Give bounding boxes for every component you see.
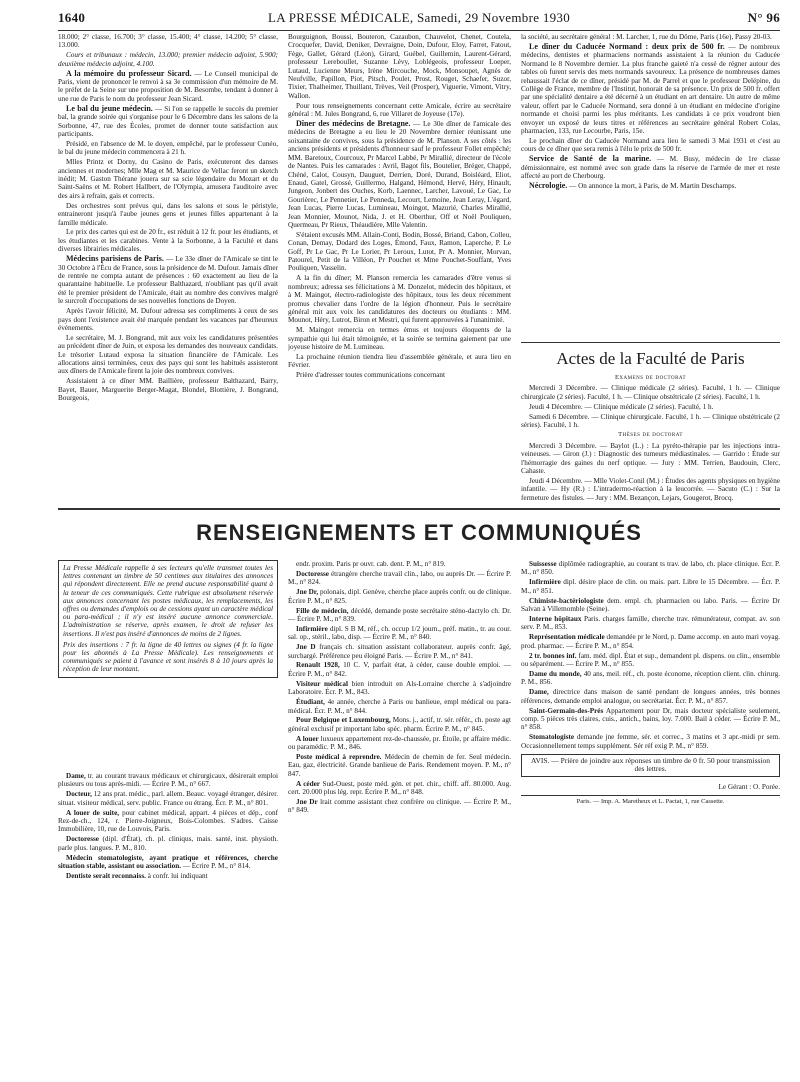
ad-item bbox=[288, 798, 511, 815]
ad-lead: Jne Dr, bbox=[296, 588, 319, 597]
ad-item bbox=[288, 716, 511, 733]
ads-column-1 bbox=[58, 772, 278, 1072]
ad-item bbox=[521, 597, 780, 614]
page-number: 1640 bbox=[58, 10, 86, 25]
column-1 bbox=[58, 33, 278, 503]
ad-item bbox=[521, 560, 780, 577]
ad-text: Paris. charges famille, cherche trav. rémunérateur, compat. av. son serv. P. M., 853. bbox=[521, 614, 780, 632]
notice-box bbox=[58, 560, 278, 678]
ad-text: Mons. j., actif, tr. sér. référ., ch. poste agt général exclusif pr important labo spéc. pharm. Écrire P. M., n° 845. bbox=[288, 716, 511, 733]
ad-lead: Doctoresse bbox=[66, 835, 99, 844]
bal-text: — Si l'on se rappelle le succès du premier bal, la grande soirée qui s'organise pour le 6 Décembre dans les salons de la Sorbonne, 47, rue des Écoles, promet de donner toute satisfaction aux participants. bbox=[58, 104, 278, 138]
ad-text: Appartement pour Dr, mais docteur spécialiste seulement, comp. 5 pièces très claires, cuis., antich., bains, loy. 7.000. Bail à céder. — Écrire P. M., n° 858. bbox=[521, 706, 780, 732]
section-title: RENSEIGNEMENTS ET COMMUNIQUÉS bbox=[196, 520, 642, 545]
ad-lead: Infirmière bbox=[296, 624, 328, 633]
journal-title: LA PRESSE MÉDICALE, Samedi, 29 Novembre 1930 bbox=[267, 10, 571, 25]
sicard-heading: A la mémoire du professeur Sicard. bbox=[66, 68, 192, 78]
ad-text: 12 ans prat. médic., parl. allem. Beauc. voyagé étranger, désirer. situat. visiteur médical, serv. public. France ou étrang. Écr. P. M., n° 801. bbox=[58, 790, 278, 807]
ad-text: lrait comme assistant chez confrère ou clinique. — Écrire P. M., n° 849. bbox=[288, 798, 511, 815]
ad-lead: Étudiant, bbox=[296, 698, 325, 707]
society-text: la société, au secrétaire général : M. Larcher, 1, rue du Dôme, Paris (16e), Passy 20-03. bbox=[521, 33, 772, 41]
avis-box: AVIS. — Prière de joindre aux réponses un timbre de 0 fr. 50 pour transmission des lettres. bbox=[521, 754, 780, 777]
ad-text: (dipl. d'État), ch. pl. cliniqus, mais. santé, inst. physioth. parle plus. langues. P. M., 810. bbox=[58, 835, 278, 852]
ad-item bbox=[288, 607, 511, 624]
ad-text: luxueux appartement rez-de-chaussée, pr. Étoile, pr affaire médic. ou paramédic. P. M., 846. bbox=[288, 734, 511, 752]
ad-item bbox=[521, 733, 780, 750]
exam-line: Samedi 6 Décembre. — Clinique chirurgicale. Faculté, 1 h. — Clinique obstétricale (2 séries). Faculté, 1 h. bbox=[521, 412, 780, 430]
ad-lead: Jne D bbox=[296, 643, 316, 652]
header-rule bbox=[58, 30, 780, 31]
ad-item bbox=[288, 753, 511, 778]
ad-item bbox=[288, 661, 511, 678]
bretagne-paragraph: S'étaient excusés MM. Allain-Conti, Bodin, Bossé, Briand, Cabon, Colleu, Conan, Demay, Dodard des Loges, Émond, Faux, Ramon, Laperche, P. Le Goff, Pr Le Gac, Pr Le Lorier, Pr Leroux, Lutot, Pr A. Monnier, Morvan, Patourel, Petit de la Villéon, Pr Pouchet et Mme Pouchet-Souffant, Yves Pouliquen, Vasselin. bbox=[288, 230, 511, 273]
ad-lead: A céder bbox=[296, 779, 321, 788]
caducee-paragraph: Le prochain dîner du Caducée Normand aura lieu le samedi 3 Mai 1931 et c'est au cours de ce dîner que sera remis à l'élu le prix de 500 fr. bbox=[521, 136, 780, 154]
notice-text: La Presse Médicale rappelle à ses lecteurs qu'elle transmet toutes les lettres contenant un timbre de 50 centimes aux titulaires des annonces qui répondent directement. Elle ne prend aucune responsabilité quant à la teneur de ces communiqués. Cette rubrique est absolument réservée aux annonces concernant les postes médicaux, les remplacements, les offres ou demandes d'emplois ou de cessions ayant un caractère médical ou para-médical ; il n'y est inséré aucune annonce commerciale. L'administration se réserve, après examen, le droit de refuser les insertions. Il n'est pas inséré d'annonces de moins de 2 lignes. bbox=[63, 564, 273, 638]
ad-item bbox=[521, 615, 780, 632]
thesis-heading: Thèses de doctorat bbox=[618, 431, 683, 439]
ad-text: 40 ans, meil. réf., ch. poste économe, réception client. clin. chirurg. P. M., 856. bbox=[521, 669, 780, 687]
bretagne-text: — Le 30e dîner de l'amicale des médecins de Bretagne a eu lieu le 20 Novembre dernier réunissant une soixantaine de convives, sous la présidence de M. Planson. A ses côtés : les anciens présidents et présidents d'honneur sauf le professeur Follet empêché; MM. Baretoux, Courcoux, Pr Marcel Labbé, Pr Mirallié, directeur de l'école de Nantes. Puis les camarades : Avril, Bagot fils, Boutelier, Bréger, Chappé, Chéné, Calot, Cousyn, Dauguet, Derrien, Doré, Durand, Boisléard, Eliot, Enaud, Gatel, Grossé, Guillermo, Halgand, Hémond, Hervé, Héry, Hinault, Jungeon, Jonbert des Ouches, Korb, Laennec, Larcher, Lavoué, Le Gac, Le Gourièrec, Le Pennetier, Le Penneda, Lecourt, Lemoine, Jean Leray, L'égard, Jean Lucas, Pierre Lucas, Lumineau, Moingot, Mazurié, Charles Mirallié, Jean Monnier, Mounot, Nida, J. et H. Oberthur, Off et Noël Pouliquen, Quermeau, Pr Rieux, Théaudière, Mlle Valentin. bbox=[288, 120, 511, 229]
caducee-heading: Le dîner du Caducée Normand : deux prix de 500 fr. bbox=[529, 41, 725, 51]
column-3 bbox=[521, 33, 780, 338]
bretagne-paragraph: M. Maingot remercia en termes émus et toujours éloquents de la sympathie qui lui était témoignée, et la soirée se termina gaiement par une joyeuse histoire de M. Lumineau. bbox=[288, 326, 511, 352]
gerant-signature: Le Gérant : O. Porée. bbox=[718, 782, 780, 791]
ad-text: dem. empl. ch. pharmacien ou labo. Paris. — Écrire Dr Salvan à Villemomble (Seine). bbox=[521, 596, 780, 614]
ad-lead: Chimiste-bactériologiste bbox=[529, 596, 604, 605]
bal-heading: Le bal du jeune médecin. bbox=[66, 103, 153, 113]
marine-heading: Service de Santé de la marine. bbox=[529, 154, 652, 164]
ad-text: décédé, demande poste secrétaire sténo-dactylo ch. Dr. — Écrire P. M., n° 839. bbox=[288, 606, 511, 623]
ad-lead: Dame du monde, bbox=[529, 669, 582, 678]
exam-line: Mercredi 3 Décembre. — Clinique médicale (2 séries). Faculté, 1 h. — Clinique chirurgicale (2 séries). Faculté, 1 h. — Clinique obstétricale (2 séries). Faculté, 1 h. bbox=[521, 384, 780, 401]
paris-heading: Médecins parisiens de Paris. bbox=[66, 254, 164, 264]
ad-item bbox=[288, 735, 511, 752]
ad-text: tr. au courant travaux médicaux et chirurgicaux, désirerait emploi plusieurs ou tous après-midi. — Écrire P. M., n° 667. bbox=[58, 772, 278, 789]
section-rule bbox=[58, 508, 780, 510]
exam-line: Jeudi 4 Décembre. — Clinique médicale (2 séries). Faculté, 1 h. bbox=[529, 402, 714, 411]
ad-lead: Doctoresse bbox=[296, 569, 329, 578]
ad-text: demandée pr le Nord, p. Dame accomp. en auto mari voyag. prod. pharmac. — Écrire P. M., n° 854. bbox=[521, 633, 780, 650]
marine-text: — M. Busy, médecin de 1re classe démissionnaire, est nommé avec son grade dans la réserve de l'armée de mer et reste affecté au port de Cherbourg. bbox=[521, 155, 780, 180]
faculte-box bbox=[521, 342, 780, 507]
ad-item bbox=[288, 625, 511, 642]
names-paragraph: Pour tous renseignements concernant cette Amicale, écrire au secrétaire général : M. Jules Bongrand, 6, rue Villaret de Joyeuse (17e). bbox=[288, 101, 511, 119]
ad-text: 10 C. V, parfait état, à céder, cause double emploi. — Écrire P. M., n° 842. bbox=[288, 661, 511, 678]
ad-item bbox=[288, 560, 511, 568]
ad-item bbox=[521, 670, 780, 687]
ad-lead: A louer bbox=[296, 734, 319, 743]
ad-text: étrangère cherche travail clin., labo, ou auprès Dr. — Écrire P. M., n° 824. bbox=[288, 569, 511, 587]
ad-item bbox=[521, 707, 780, 732]
names-text: Bourguignon, Boussi, Bouteron, Cazaubon, Chauvelot, Chenet, Coutela, Crocquefer, David, Deniker, Devraigne, Doin, Dufour, Eloy, Farret, Fatout, Fège, Gallet, Gérard (Léon), Girard, Guébel, Guillemin, Laurent-Gérard, professeur Lereboullet, Suzanne Lévy, Loblégeois, professeur Loeper, Lutaud, Lucienne Meurs, Irène Mircouche, Mock, Monsoupet, Agnès de Neufville, Papillon, Piot, Pitsch, Poulet, Prost, Rouget, Schaefer, Suzor, Tixier, Thalheimer, Thuillant, Trèves, Veil (Prosper), Viguerie, Vimont, Vitry, Wallon. bbox=[288, 33, 511, 100]
bretagne-paragraph: A la fin du dîner; M. Planson remercia les camarades d'être venus si nombreux; adressa ses félicitations à M. Donzelot, médecin des hôpitaux, et à M. Maingot, électro-radiologiste des hôpitaux, tous les deux récemment promus chevalier dans l'ordre de la légion d'honneur. Puis le secrétaire général mit aux voix les candidatures des docteurs ou étudiants : MM. Mounot, Héry, Lutrot, Biron et Mestri, qui furent approuvées à l'unanimité. bbox=[288, 274, 511, 325]
ad-lead: Visiteur médical bbox=[296, 679, 348, 688]
caducee-text: — De nombreux médecins, dentistes et pharmaciens normands assistaient à la réunion du Caducée Normand le 8 Novembre dernier. La plus franche gaieté n'a cessé de régner autour des tables où furent servis des mets normands savoureux. La présence de nombreuses dames rehaussait l'éclat de ce dîner, présidé par M. de Parrel et que le professeur Delépine, du Collège de France, membre de l'Institut, honorait de sa présence. Un prix de 500 fr. offert par une spécialité dentaire a été décerné à un étudiant en art dentaire. Un autre de même valeur, offert par le Caducée Normand, sera donné à un étudiant en médecine d'origine normande et choisi parmi les plus méritants. Les candidats à ce prix voudront bien envoyer un exposé de leurs titres et références au secrétaire général Robert Colas, pharmacien, 133, rue Lecourbe, Paris, 15e. bbox=[521, 42, 780, 135]
ad-item bbox=[58, 772, 278, 789]
thesis-line: Jeudi 4 Décembre. — Mlle Violet-Conil (M.) : Études des agents physiques en hygiène infantile. — Hy (R.) : L'intradermo-réaction à la leucorrée. — Sacuto (C.) : Sur la fermeture des fistules. — Jury : MM. Bezançon, Lejars, Gougerot, Brocq. bbox=[521, 476, 780, 502]
ad-item bbox=[58, 790, 278, 807]
imprint-line: Paris. — Imp. A. Maretheux et L. Pactat, 1, rue Cassette. bbox=[521, 795, 780, 806]
ad-item bbox=[58, 854, 278, 871]
ad-text: 4e année, cherche à Paris ou banlieue, empl médical ou para-médical. Écr. P. M., n° 844. bbox=[288, 698, 511, 715]
ad-item bbox=[288, 643, 511, 660]
column-2 bbox=[288, 33, 511, 503]
necrology-text: — On annonce la mort, à Paris, de M. Martin Deschamps. bbox=[569, 181, 737, 190]
paris-text: — Le 33e dîner de l'Amicale se tint le 30 Octobre à l'Écu de France, sous la présidence de M. Dufour. Jamais dîner de rentrée ne compta autant de présences : 60 exactement au lieu de la quarantaine habituelle. Le professeur Balthazard, n'oubliant pas qu'il avait été le premier président de l'Amicale, était au nombre des convives malgré le surcroît d'occupations de ses nouvelles fonctions de Doyen. bbox=[58, 255, 278, 306]
ad-item bbox=[288, 680, 511, 697]
ad-lead: Infirmière bbox=[529, 578, 561, 587]
faculte-body bbox=[521, 372, 780, 507]
ad-lead: Jne Dr bbox=[296, 798, 318, 807]
tribunals-text: Cours et tribunaux : médecin, 13.000; premier médecin adjoint, 5.900; deuxième médecin adjoint, 4.100. bbox=[58, 51, 278, 68]
ad-lead: Interne hôpitaux bbox=[529, 614, 582, 623]
ad-text: fam. méd. dipl. État et sup., demandent pl. dispens. ou clin., ensemble ou séparément. — Écrire P. M., n° 855. bbox=[521, 651, 780, 668]
ad-text: dipl. S B M, réf., ch. occup 1/2 journ., préf. matin., tr. au cour. sal. op., stéril., labo, disp. — Écrire P. M., n° 840. bbox=[288, 624, 511, 642]
ads-column-2 bbox=[288, 560, 511, 1072]
ad-lead: Fille de médecin, bbox=[296, 606, 349, 615]
ad-lead: Médecin stomatologiste, ayant pratique et références, cherche situation stable, assistant ou association. bbox=[58, 853, 278, 871]
ad-text: à confr. lui indiquant bbox=[147, 871, 208, 880]
exam-heading: Examens de doctorat bbox=[614, 374, 687, 381]
ad-lead: Représentation médicale bbox=[529, 633, 605, 642]
bretagne-heading: Dîner des médecins de Bretagne. bbox=[296, 119, 411, 129]
ad-item bbox=[58, 835, 278, 852]
ad-item bbox=[521, 633, 780, 650]
ad-item bbox=[58, 809, 278, 834]
ad-lead: Dentiste serait reconnaiss. bbox=[66, 871, 146, 880]
prizes-text: 18.000; 2° classe, 16.700; 3° classe, 15.400; 4° classe, 14.200; 5° classe, 13.000. bbox=[58, 33, 278, 50]
sicard-text: — Le Conseil municipal de Paris, vient de prononcer le renvoi à sa 3e commission d'un mémoire de M. le préfet de la Seine sur une proposition de M. Besombe, tendant à donner à une rue de Paris le nom du professeur Jean Sicard. bbox=[58, 69, 278, 103]
ad-lead: Poste médical à reprendre. bbox=[296, 753, 382, 762]
issue-number: N° 96 bbox=[747, 10, 780, 25]
ad-text: polonais, dipl. Genève, cherche place auprès confr. ou de clinique. Écrire P. M., n° 825. bbox=[288, 588, 511, 605]
ad-item bbox=[288, 588, 511, 605]
ad-lead: Saint-Germain-des-Prés bbox=[529, 706, 604, 715]
bal-paragraph: Présidé, en l'absence de M. le doyen, empêché, par le professeur Cunéo, le bal du jeune médecin commencera à 21 h. bbox=[58, 139, 278, 157]
ad-lead: Dame, bbox=[66, 772, 86, 780]
ad-text: dipl. désire place de clin. ou mais. part. Libre le 15 Décembre. — Écr. P. M., n° 851. bbox=[521, 578, 780, 595]
ad-text: demande jne femme, sér. et correc., 3 matins et 3 apr.-midi pr sem. Occasionnellement temps supplément. Sér réf exig P. M., n° 859. bbox=[521, 733, 780, 750]
bal-paragraph: Le prix des cartes qui est de 20 fr., est réduit à 12 fr. pour les étudiants, et les étudiantes et les carabines. Vente à la Sorbonne, à la Faculté et dans diverses librairies médicales. bbox=[58, 228, 278, 254]
faculte-title: Actes de la Faculté de Paris bbox=[556, 349, 745, 368]
bretagne-paragraph: Prière d'adresser toutes communications concernant bbox=[296, 371, 445, 380]
ad-lead: Suissesse bbox=[529, 560, 557, 568]
ad-text: français ch. situation assistant collaborateur. auprès confr. âgé, surchargé. Préférence peu éloigné Paris. — Écrire P. M., n° 841. bbox=[288, 643, 511, 660]
bal-paragraph: Des orchestres sont prévus qui, dans les salons et sous le péristyle, entraineront jusqu'à l'aube jeunes gens et jeunes filles appartenant à la famille médicale. bbox=[58, 201, 278, 227]
ad-text: — Écrire P. M., n° 814. bbox=[182, 862, 251, 871]
ad-lead: Docteur, bbox=[66, 790, 92, 799]
ad-item bbox=[58, 872, 278, 880]
ad-text: bien introduit en Als-Lorraine cherche à s'adjoindre Laboratoire. Écr. P. M., 843. bbox=[288, 679, 511, 697]
paris-paragraph: Assistaient à ce dîner MM. Baillière, professeur Balthazard, Barry, Bayet, Bauer, Marguerite Berger-Magat, Blondel, Blottière, J. Bongrand, Bourgeois, bbox=[58, 377, 278, 403]
ad-lead: Stomatologiste bbox=[529, 733, 575, 742]
ad-lead: A louer de suite, bbox=[66, 808, 120, 817]
ad-text: pour cabinet médical, appart. 4 pièces et dép., conf Rez-de-ch., 124, r. Pierre-Joigneux, Bois-Colombes. S'adres. Caisse Immobilière, 10, rue de Louvois, Paris. bbox=[58, 808, 278, 834]
bal-paragraph: Mlles Printz et Dorny, du Casino de Paris, exécuteront des danses anciennes et modernes; Mlle Mag et M. Maurice de Vellac feront un sketch inédit; M. Gaston Thérane jouera sur sa scie légendaire du Mozart et du Saint-Saëns et M. Robert Hallbert, de l'Olympia, amusera l'auditoire avec des airs à refrain, gais et corrects. bbox=[58, 158, 278, 200]
ads-column-3 bbox=[521, 560, 780, 1072]
necrology-heading: Nécrologie. bbox=[529, 180, 568, 190]
ad-lead: Dame, bbox=[529, 688, 549, 697]
ad-text: endr. proxim. Paris pr ouvr. cab. dent. P. M., n° 819. bbox=[296, 560, 446, 568]
bretagne-paragraph: La prochaine réunion tiendra lieu d'assemblée générale, et aura lieu en Février. bbox=[288, 353, 511, 370]
ad-text: diplômée radiographie, au courant ts trav. de labo, ch. place clinique. Écr. P. M., n° 850. bbox=[521, 560, 780, 577]
ad-text: Sud-Ouest, poste méd. gén. et pet. chir., chiff. aff. 80.000. Aug. cert. 20.000 plus lég. repr. Écrire P. M., n° 848. bbox=[288, 779, 511, 797]
ad-item bbox=[288, 780, 511, 797]
paris-paragraph: Après l'avoir félicité, M. Dufour adressa ses compliments à ceux de ses pays dont l'existence avait été marquée pendant les vacances par d'heureux événements. bbox=[58, 307, 278, 332]
ad-lead: Pour Belgique et Luxembourg, bbox=[296, 716, 391, 725]
thesis-line: Mercredi 3 Décembre. — Baylot (L.) : La pyréto-thérapie par les injections intra-veineuses. — Giron (J.) : Diagnostic des tumeurs médiastinales. — Garrido : Étude sur l'hémorragie des gaines du nerf optique. — Jury : MM. Terrien, Baudouin, Clerc, Cahaste. bbox=[521, 441, 780, 476]
ad-item bbox=[521, 652, 780, 669]
page-header bbox=[58, 8, 780, 28]
notice-prices: Prix des insertions : 7 fr. la ligne de 40 lettres ou signes (4 fr. la ligne pour les abonnés à La Presse Médicale). Les renseignements et communiqués se paient à l'avance et sont insérés 8 à 10 jours après la réception de leur montant. bbox=[63, 640, 273, 674]
ad-item bbox=[521, 688, 780, 705]
ad-text: directrice dans maison de santé pendant de longues années, très bonnes références, demande emploi analogue, ou secrétariat. Écr. P. M., n° 857. bbox=[521, 688, 780, 705]
ad-lead: Renault 1928, bbox=[296, 661, 340, 670]
ad-item bbox=[288, 698, 511, 715]
ad-item bbox=[288, 570, 511, 587]
ad-item bbox=[521, 578, 780, 595]
ad-text: Médecin de chemin de fer. Seul médecin. Eau, gaz, électricité. Grande banlieue de Paris. Rendement moyen. P. M., n° 847. bbox=[288, 753, 511, 778]
paris-paragraph: Le secrétaire, M. J. Bongrand, mit aux voix les candidatures présentées au précédent dîner de Juin, et exposa les demandes des nouveaux candidats. Le trésorier Lutaud exposa la situation financière de l'Amicale. Les allocations ainsi terminées, ceux des pays qui sont les habitués assisteront aux dîners de l'Amicale firent la joie des nombreux convives. bbox=[58, 333, 278, 376]
ad-lead: 2 tr. bonnes inf. bbox=[529, 651, 577, 660]
